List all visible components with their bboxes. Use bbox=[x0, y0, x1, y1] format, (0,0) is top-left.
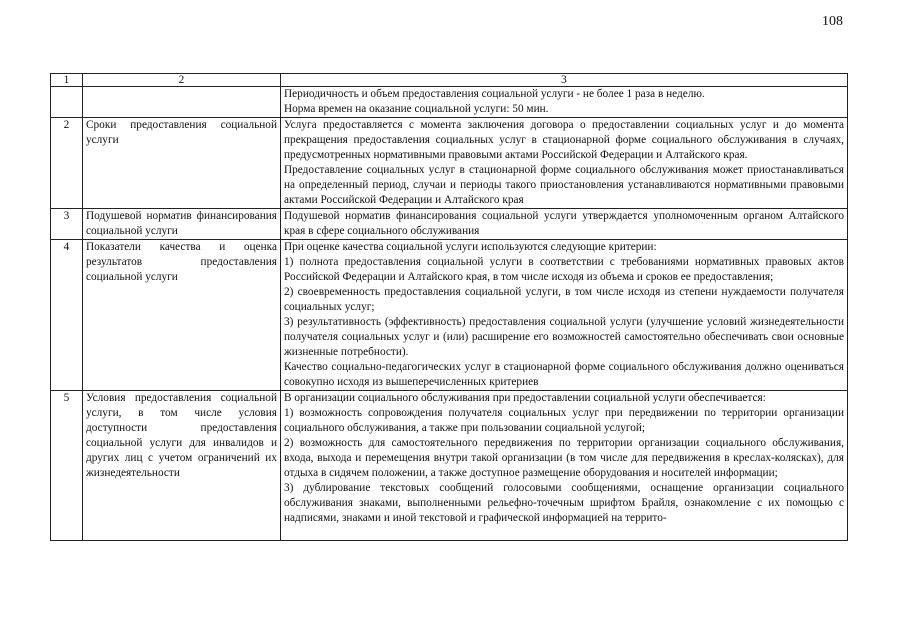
description-paragraph: Предоставление социальных услуг в стационарной форме социального обслуживания может приостанавливаться на определенный период, случаи и периоды такого приостановления устанавливаются нормативными правовыми актами Российской Федерации и Алтайского края bbox=[284, 164, 844, 206]
table-row bbox=[51, 391, 848, 541]
page-number: 108 bbox=[822, 14, 843, 29]
description-paragraph: Периодичность и объем предоставления социальной услуги - не более 1 раза в неделю. bbox=[284, 88, 705, 100]
table-header-row bbox=[51, 74, 848, 87]
row-name bbox=[83, 87, 281, 118]
description-paragraph: 1) возможность сопровождения получателя социальных услуг при передвижении по территории организации социального обслуживания, а также при пользовании социальной услугой; bbox=[284, 407, 844, 434]
description-paragraph: В организации социального обслуживания при предоставлении социальной услуги обеспечивается: bbox=[284, 392, 766, 404]
table-row bbox=[51, 240, 848, 391]
row-description bbox=[281, 87, 848, 118]
row-description bbox=[281, 118, 848, 209]
row-name: Условия предоставления социальной услуги, в том числе условия доступности предоставления социальной услуги для инвалидов и других лиц с учетом ограничений их жизнедеятельности bbox=[83, 391, 281, 541]
description-paragraph: 2) своевременность предоставления социальной услуги, в том числе исходя из степени нуждаемости получателя социальных услуг; bbox=[284, 286, 844, 313]
description-paragraph: Подушевой норматив финансирования социальной услуги утверждается уполномоченным органом Алтайского края в сфере социального обслуживания bbox=[284, 210, 844, 237]
header-col-1: 1 bbox=[51, 74, 83, 87]
row-number: 4 bbox=[51, 240, 83, 391]
table-row bbox=[51, 209, 848, 240]
description-paragraph: Качество социально-педагогических услуг в стационарной форме социального обслуживания должно оцениваться совокупно исходя из вышеперечисленных критериев bbox=[284, 361, 844, 388]
row-name: Сроки предоставления социальной услуги bbox=[83, 118, 281, 209]
row-number: 3 bbox=[51, 209, 83, 240]
description-paragraph: Услуга предоставляется с момента заключения договора о предоставлении социальных услуг и до момента прекращения предоставления социальных услуг в стационарной форме социального обслуживания в случаях, предусмотренных нормативными правовыми актами Российской Федерации и Алтайского края. bbox=[284, 119, 844, 161]
header-col-2: 2 bbox=[83, 74, 281, 87]
row-description bbox=[281, 391, 848, 541]
header-col-3: 3 bbox=[281, 74, 848, 87]
row-number: 2 bbox=[51, 118, 83, 209]
description-paragraph: При оценке качества социальной услуги используются следующие критерии: bbox=[284, 241, 657, 253]
table-row bbox=[51, 118, 848, 209]
row-description bbox=[281, 209, 848, 240]
row-number bbox=[51, 87, 83, 118]
description-paragraph: 3) дублирование текстовых сообщений голосовыми сообщениями, оснащение организации социального обслуживания знаками, выполненными рельефно-точечным шрифтом Брайля, ознакомление с их помощью с надписями, знаками и иной текстовой и графической информацией на террито- bbox=[284, 482, 844, 524]
row-description bbox=[281, 240, 848, 391]
row-number: 5 bbox=[51, 391, 83, 541]
row-name: Подушевой норматив финансирования социальной услуги bbox=[83, 209, 281, 240]
description-paragraph: 3) результативность (эффективность) предоставления социальной услуги (улучшение условий жизнедеятельности получателя социальных услуг и (или) расширение его возможностей самостоятельно обеспечивать свои основные жизненные потребности). bbox=[284, 316, 844, 358]
services-table bbox=[50, 73, 848, 541]
description-paragraph: Норма времен на оказание социальной услуги: 50 мин. bbox=[284, 103, 549, 115]
table-row bbox=[51, 87, 848, 118]
description-paragraph: 1) полнота предоставления социальной услуги в соответствии с требованиями нормативных правовых актов Российской Федерации и Алтайского края, в том числе исходя из объема и сроков ее предоставления; bbox=[284, 256, 844, 283]
description-paragraph: 2) возможность для самостоятельного передвижения по территории организации социального обслуживания, входа, выхода и перемещения внутри такой организации (в том числе для передвижения в креслах-колясках), для отдыха в сидячем положении, а также доступное размещение оборудования и носителей информации; bbox=[284, 437, 844, 479]
row-name: Показатели качества и оценка результатов предоставления социальной услуги bbox=[83, 240, 281, 391]
